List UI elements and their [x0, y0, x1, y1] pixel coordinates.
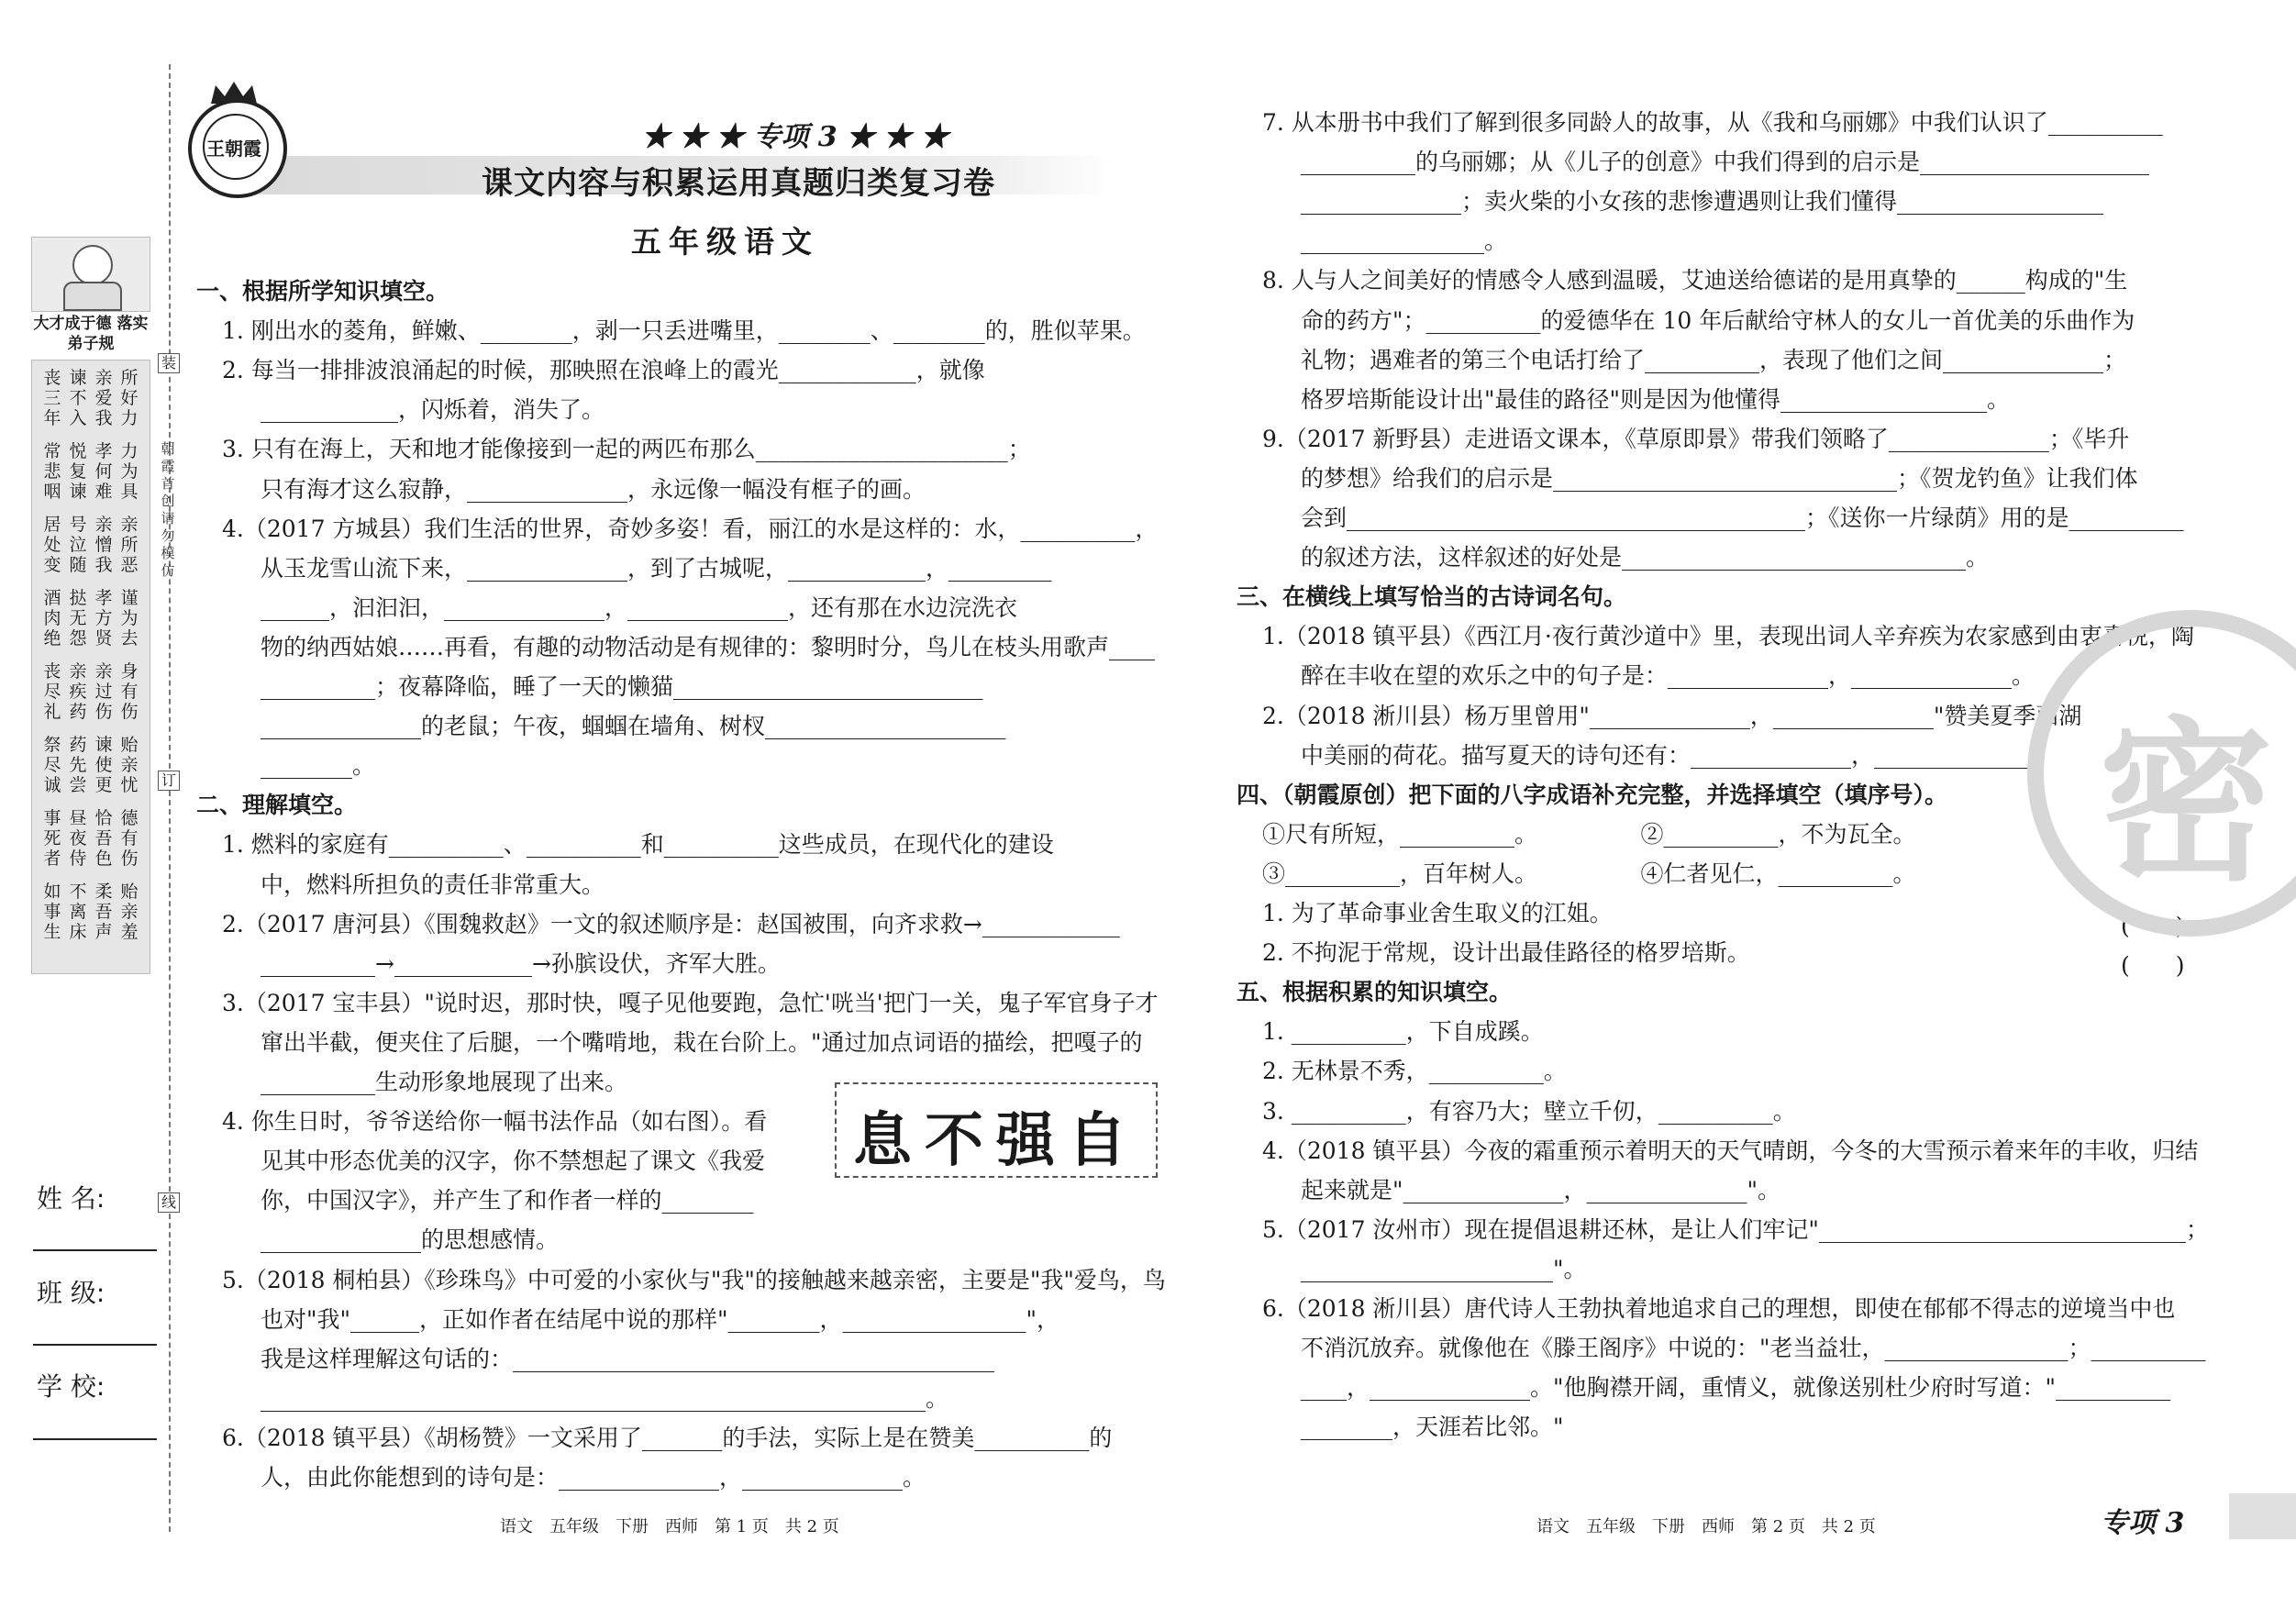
question-line[interactable]: 窜出半截，便夹住了后腿，一个嘴啃地，栽在台阶上。"通过加点词语的描绘，把嘎子的 — [261, 1028, 1143, 1056]
school-label: 学 校: — [37, 1371, 105, 1402]
question-line[interactable]: __________的乌丽娜；从《儿子的创意》中我们得到的启示是____________________ — [1301, 149, 2150, 176]
name-label: 姓 名: — [37, 1183, 105, 1214]
question-line[interactable]: ______________；卖火柴的小女孩的悲惨遭遇则让我们懂得__________________ — [1301, 188, 2104, 216]
answer-bracket-2[interactable]: ( ) — [2121, 952, 2185, 979]
section-badge: ★ ★ ★ 专项 3 ★ ★ ★ — [642, 121, 948, 153]
corner-section-label: 专项 3 — [2101, 1507, 2185, 1539]
question-line[interactable]: __________生动形象地展现了出来。 — [261, 1069, 628, 1095]
poem-column: 酒肉绝 — [43, 588, 61, 649]
footer-right: 语文 五年级 下册 西师 第 2 页 共 2 页 — [1536, 1517, 1876, 1536]
binding-note: 朝霞首创 请勿模仿 — [161, 440, 175, 579]
question-line[interactable]: 人，由此你能想到的诗句是：______________，______________。 — [261, 1464, 926, 1491]
question-line[interactable]: __________→____________→孙膑设伏，齐军大胜。 — [261, 949, 781, 977]
question-line[interactable]: 的叙述方法，这样叙述的好处是______________________________。 — [1301, 544, 1990, 571]
calligraphy-text: 息不强自 — [853, 1106, 1139, 1175]
question-line[interactable]: 2.（2018 淅川县）杨万里曾用"______________，______________"赞美夏季西湖 — [1262, 702, 2082, 729]
question-line[interactable]: 也对"我"______，正如作者在结尾中说的那样"________，________________"， — [261, 1305, 1059, 1333]
question-line[interactable]: 物的纳西姑娘……再看，有趣的动物活动是有规律的：黎明时分，鸟儿在枝头用歌声____ — [261, 633, 1156, 660]
answer-bracket-1[interactable]: ( ) — [2121, 913, 2185, 939]
question-line[interactable]: 格罗培斯能设计出"最佳的路径"则是因为他懂得__________________。 — [1301, 385, 2010, 413]
poem-column: 挞无怨 — [69, 588, 87, 649]
question-line[interactable]: 8. 人与人之间美好的情感令人感到温暖，艾迪送给德诺的是用真挚的______构成的"生 — [1262, 267, 2128, 294]
question-line[interactable]: 2. 每当一排排波浪涌起的时候，那映照在浪峰上的霞光____________，就像 — [222, 357, 985, 384]
name-field[interactable] — [33, 1249, 157, 1251]
class-field[interactable] — [33, 1344, 157, 1346]
poem-column: 所好力 — [120, 368, 139, 428]
question-line[interactable]: 1. 刚出水的菱角，鲜嫩、________，剥一只丢进嘴里，________、________的，胜似苹果。 — [222, 317, 1146, 345]
section-heading: 三、在横线上填写恰当的古诗词名句。 — [1237, 583, 1627, 611]
cut-line — [169, 64, 171, 1532]
publisher-logo — [188, 99, 287, 198]
question-line[interactable]: 中美丽的荷花。描写夏天的诗句还有：______________，______________。 — [1301, 741, 2058, 769]
question-line[interactable]: ____，______________。"他胸襟开阔，重情义，就像送别杜少府时写道："__________ — [1301, 1374, 2171, 1402]
question-line[interactable]: 6.（2018 镇平县）《胡杨赞》一文采用了_______的手法，实际上是在赞美__________的 — [222, 1424, 1113, 1451]
question-line[interactable]: ______________的老鼠；午夜，蝈蝈在墙角、树杈_____________________ — [261, 713, 1006, 740]
question-line[interactable]: 见其中形态优美的汉字，你不禁想起了课文《我爱 — [261, 1148, 766, 1175]
question-line[interactable]: 命的药方"；__________的爱德华在 10 年后献给守林人的女儿一首优美的乐曲作为 — [1301, 306, 2135, 334]
question-line[interactable]: 醉在丰收在望的欢乐之中的句子是：______________，______________。 — [1301, 662, 2035, 690]
footer-left: 语文 五年级 下册 西师 第 1 页 共 2 页 — [500, 1517, 839, 1536]
question-line[interactable]: 1.（2018 镇平县）《西江月·夜行黄沙道中》里，表现出词人辛弃疾为农家感到由衷喜悦，陶 — [1262, 623, 2194, 650]
poem-column: 谨为去 — [120, 588, 139, 649]
question-line[interactable]: 6.（2018 淅川县）唐代诗人王勃执着地追求自己的理想，即使在郁郁不得志的逆境当中也 — [1262, 1295, 2176, 1322]
poem-column: 孝方贤 — [94, 588, 113, 649]
question-line[interactable]: __________；夜幕降临，睡了一天的懒猫___________________________ — [261, 673, 983, 700]
poem-column: 力为具 — [120, 441, 139, 502]
question-line[interactable]: ______________的思想感情。 — [261, 1226, 560, 1254]
poem-column: 常悲咽 — [43, 441, 61, 502]
question-line[interactable]: 2. 不拘泥于常规，设计出最佳路径的格罗培斯。 — [1262, 939, 1750, 967]
poem-column: 贻亲忧 — [120, 735, 139, 795]
question-line[interactable]: 的梦想》给我们的启示是______________________________；《贺龙钓鱼》让我们体 — [1301, 464, 2138, 492]
poem-column: 亲爱我 — [94, 368, 113, 428]
question-line[interactable]: ________________。 — [1301, 227, 1508, 255]
poem-block — [31, 360, 150, 974]
question-line[interactable]: ______________________"。 — [1301, 1255, 1587, 1282]
poem-column: 贻亲羞 — [120, 882, 139, 942]
poem-column: 祭尽诚 — [43, 735, 61, 795]
question-line[interactable]: 4. 你生日时，爷爷送给你一幅书法作品（如右图）。看 — [222, 1108, 768, 1136]
question-line[interactable]: __________________________________________________________。 — [261, 1384, 949, 1412]
question-line[interactable]: 2. 无林景不秀，__________。 — [1262, 1058, 1567, 1085]
question-line[interactable]: 3.（2017 宝丰县）"说时迟，那时快，嘎子见他要跑，急忙'咣当'把门一关，鬼子军官身子才 — [222, 989, 1159, 1016]
poem-column: 恰吾色 — [94, 808, 113, 869]
section-heading: 四、（朝霞原创）把下面的八字成语补充完整，并选择填空（填序号）。 — [1237, 781, 1948, 808]
poem-column: 居处变 — [43, 515, 61, 575]
question-line[interactable]: 4.（2018 镇平县）今夜的霜重预示着明天的天气晴朗，今冬的大雪预示着来年的丰收，归结 — [1262, 1137, 2199, 1164]
binding-tag-3: 线 — [158, 1192, 180, 1213]
question-line[interactable]: ③__________，百年树人。 ④仁者见仁，__________。 — [1262, 859, 1916, 887]
section-heading: 二、理解填空。 — [196, 792, 358, 819]
section-heading: 一、根据所学知识填空。 — [196, 278, 449, 305]
poem-column: 亲憎我 — [94, 515, 113, 575]
question-line[interactable]: 不消沉放弃。就像他在《滕王阁序》中说的："老当益壮，________________；__________ — [1301, 1335, 2206, 1362]
question-line[interactable]: 2.（2017 唐河县）《围魏救赵》一文的叙述顺序是：赵国被围，向齐求救→____________ — [222, 910, 1120, 937]
question-line[interactable]: 你，中国汉字》，并产生了和作者一样的________ — [261, 1187, 754, 1214]
question-line[interactable]: 1. 为了革命事业舍生取义的江姐。 — [1262, 900, 1613, 926]
school-field[interactable] — [33, 1438, 157, 1440]
question-line[interactable]: 中，燃料所担负的责任非常重大。 — [261, 871, 605, 898]
question-line[interactable]: 4.（2017 方城县）我们生活的世界，奇妙多姿！看，丽江的水是这样的：水，__________， — [222, 515, 1159, 542]
section-heading: 五、根据积累的知识填空。 — [1237, 979, 1513, 1006]
question-line[interactable]: 我是这样理解这句话的：__________________________________________ — [261, 1345, 995, 1372]
page-subtitle: 五年级语文 — [631, 224, 819, 260]
seal-stamp — [2027, 610, 2296, 937]
question-line[interactable]: ________。 — [261, 752, 376, 780]
class-label: 班 级: — [37, 1278, 105, 1308]
question-line[interactable]: 会到________________________________________；《送你一片绿荫》用的是__________ — [1301, 505, 2184, 531]
question-line[interactable]: 1. __________，下自成蹊。 — [1262, 1018, 1544, 1046]
question-line[interactable]: 5.（2018 桐柏县）《珍珠鸟》中可爱的小家伙与"我"的接触越来越亲密，主要是"我"爱鸟，鸟 — [222, 1266, 1166, 1293]
poem-column: 孝何难 — [94, 441, 113, 502]
poem-column: 谏不入 — [69, 368, 87, 428]
question-line[interactable]: 起来就是"______________，______________"。 — [1301, 1176, 1780, 1203]
question-line[interactable]: 3. __________，有容乃大；壁立千仞，__________。 — [1262, 1097, 1796, 1125]
cartoon-figure — [31, 237, 150, 312]
question-line[interactable]: 1. 燃料的家庭有__________、__________和__________这些成员，在现代化的建设 — [222, 831, 1054, 859]
binding-tag-2: 订 — [158, 771, 180, 791]
motto: 大才成于德 落实弟子规 — [33, 315, 149, 353]
poem-column: 身有伤 — [120, 661, 139, 722]
poem-column: 不离床 — [69, 882, 87, 942]
poem-column: 谏使更 — [94, 735, 113, 795]
poem-column: 亲所恶 — [120, 515, 139, 575]
poem-column: 柔吾声 — [94, 882, 113, 942]
question-line[interactable]: ①尺有所短，__________。 ②__________，不为瓦全。 — [1262, 820, 1916, 848]
poem-column: 丧三年 — [43, 368, 61, 428]
question-line[interactable]: ____________，闪烁着，消失了。 — [261, 396, 605, 424]
poem-column: 德有伤 — [120, 808, 139, 869]
calligraphy-box — [835, 1082, 1158, 1178]
poem-column: 亲疾药 — [69, 661, 87, 722]
question-line[interactable]: 从玉龙雪山流下来，______________，到了古城呢，____________，_________ — [261, 554, 1052, 582]
poem-column: 号泣随 — [69, 515, 87, 575]
page-title: 课文内容与积累运用真题归类复习卷 — [482, 165, 995, 202]
poem-column: 事死者 — [43, 808, 61, 869]
question-line[interactable]: 礼物；遇难者的第三个电话打给了__________，表现了他们之间______________； — [1301, 346, 2127, 373]
poem-column: 药先尝 — [69, 735, 87, 795]
poem-column: 昼夜侍 — [69, 808, 87, 869]
question-line[interactable]: 7. 从本册书中我们了解到很多同龄人的故事，从《我和乌丽娜》中我们认识了__________ — [1262, 109, 2163, 136]
question-line[interactable]: 5.（2017 汝州市）现在提倡退耕还林，是让人们牢记"________________________________； — [1262, 1215, 2209, 1243]
poem-column: 悦复谏 — [69, 441, 87, 502]
poem-column: 如事生 — [43, 882, 61, 942]
binding-tag-1: 装 — [158, 353, 180, 373]
corner-bar — [2229, 1493, 2296, 1539]
question-line[interactable]: 9.（2017 新野县）走进语文课本，《草原即景》带我们领略了______________；《毕升 — [1262, 425, 2130, 452]
logo-text: 王朝霞 — [206, 138, 261, 160]
poem-column: 丧尽礼 — [43, 661, 61, 722]
question-line[interactable]: ________，天涯若比邻。" — [1301, 1414, 1564, 1441]
question-line[interactable]: 3. 只有在海上，天和地才能像接到一起的两匹布那么______________________； — [222, 436, 1031, 463]
question-line[interactable]: 只有海才这么寂静，______________，永远像一幅没有框子的画。 — [261, 475, 926, 503]
seal-stamp-glyph: 密 — [2099, 702, 2274, 904]
poem-column: 亲过伤 — [94, 661, 113, 722]
question-line[interactable]: ______，汩汩汩，______________，______________，还有那在水边浣洗衣 — [261, 593, 1018, 621]
